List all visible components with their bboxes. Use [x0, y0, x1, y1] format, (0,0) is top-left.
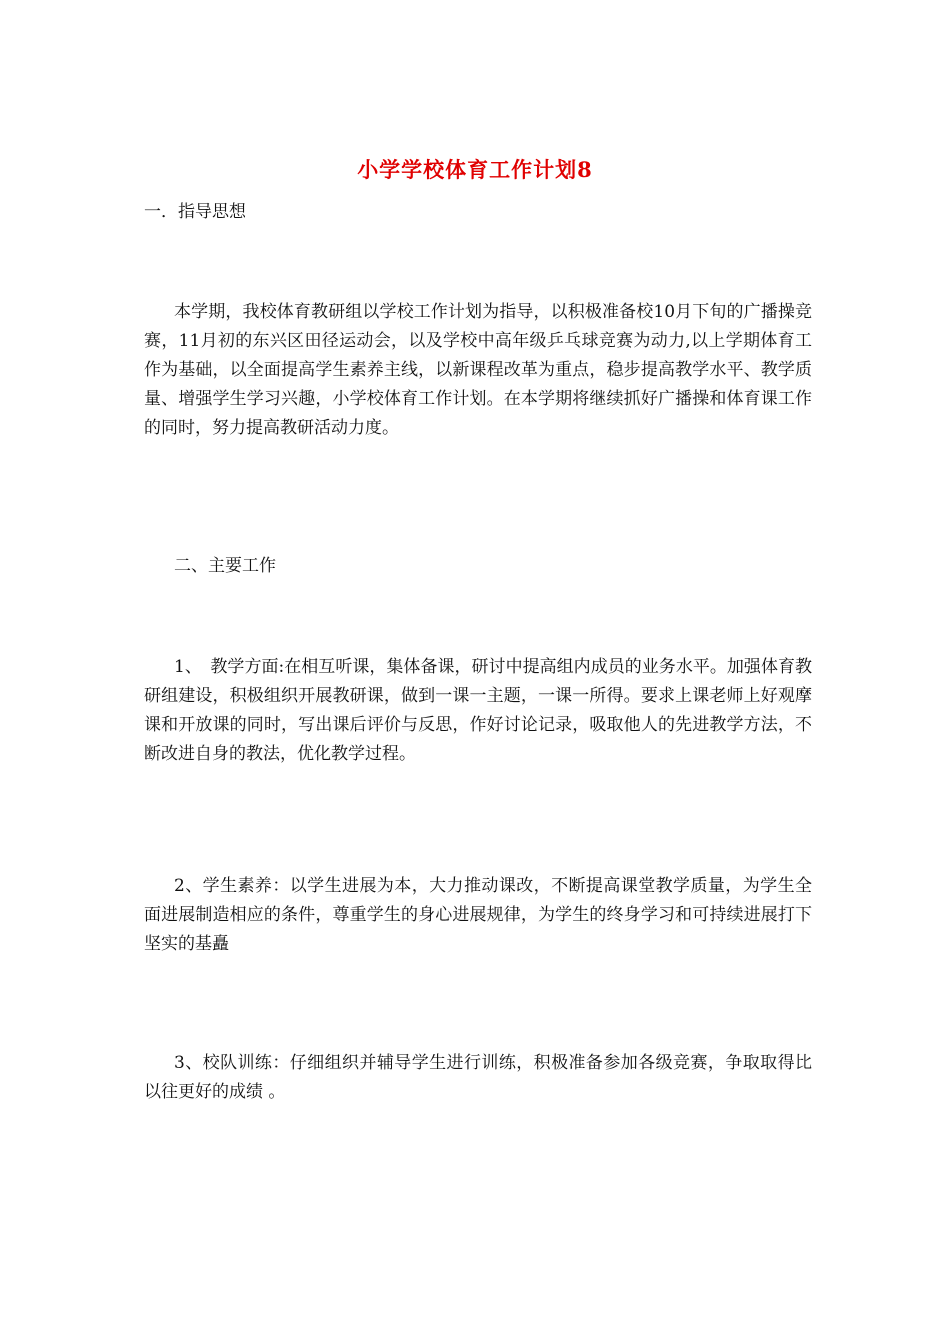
list-item-student-quality	[144, 872, 812, 959]
item-3-text: 3、校队训练：仔细组织并辅导学生进行训练，积极准备参加各级竞赛，争取取得比以往更好的成绩 。	[144, 1053, 812, 1102]
list-item-school-team	[144, 1049, 812, 1107]
document-title: 小学学校体育工作计划8	[357, 157, 593, 182]
section-2-heading	[144, 552, 812, 581]
item-2-text: 2、学生素养：以学生进展为本，大力推动课改，不断提高课堂教学质量，为学生全面进展制造相应的条件，尊重学生的身心进展规律，为学生的终身学习和可持续进展打下坚实的基矗	[144, 876, 812, 954]
item-1-text: 1、 教学方面:在相互听课，集体备课，研讨中提高组内成员的业务水平。加强体育教研组建设，积极组织开展教研课，做到一课一主题，一课一所得。要求上课老师上好观摩课和开放课的同时，写出课后评价与反思，作好讨论记录，吸取他人的先进教学方法，不断改进自身的教法，优化教学过程。	[144, 657, 812, 764]
section-1-heading-text: 一．指导思想	[144, 202, 246, 222]
paragraph-guiding-idea	[144, 298, 812, 443]
list-item-teaching	[144, 653, 812, 769]
paragraph-1-text: 本学期，我校体育教研组以学校工作计划为指导，以积极准备校10月下旬的广播操竞赛，11月初的东兴区田径运动会，以及学校中高年级乒乓球竞赛为动力,以上学期体育工作为基础，以全面提高学生素养主线，以新课程改革为重点，稳步提高教学水平、教学质量、增强学生学习兴趣，小学校体育工作计划。在本学期将继续抓好广播操和体育课工作的同时，努力提高教研活动力度。	[144, 302, 812, 438]
section-2-heading-text: 二、主要工作	[174, 556, 276, 576]
section-1-heading	[144, 198, 812, 227]
